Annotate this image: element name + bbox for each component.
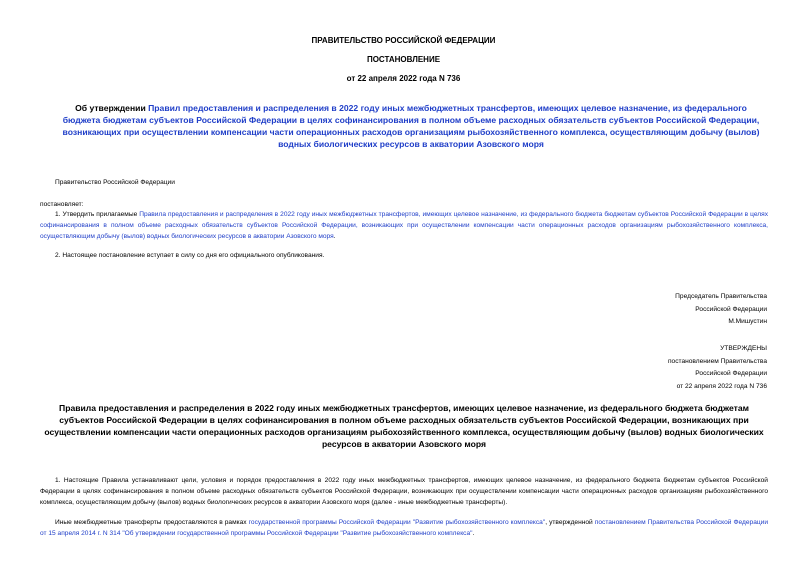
approval-heading: УТВЕРЖДЕНЫ — [720, 345, 767, 352]
item-1-link[interactable]: Правила предоставления и распределения в 2022 году иных межбюджетных трансфертов, имеющих целевое назначение, из федерального бюджета бюджетам субъектов Российской Федерации в целях софинансирования в полном объеме расходных обязательств субъектов Российской Федерации, возникающих при осуществлении компенсации части операционных расходов организациям рыбохозяйственного комплекса, осуществляющим добычу (вылов) водных биологических ресурсов в акватории Азовского моря — [40, 211, 768, 240]
signature-name: М.Мишустин — [728, 318, 767, 325]
resolution-314-link[interactable]: постановлением Правительства Российской Федерации от 15 апреля 2014 г. N 314 "Об утверждении государственной программы Российской Федерации "Развитие рыбохозяйственного комплекса" — [40, 519, 769, 537]
item-1-suffix: . — [333, 233, 336, 240]
p2-text-c: . — [472, 530, 475, 537]
signature-position: Председатель Правительства — [675, 293, 767, 300]
title-link[interactable]: Правил предоставления и распределения в 2022 году иных межбюджетных трансфертов, имеющих целевое назначение, из федерального бюджета бюджетам субъектов Российской Федерации в целях софинансирования в полном объеме расходных обязательств субъектов Российской Федерации, возникающих при осуществлении компенсации части операционных расходов организациям рыбохозяйственного комплекса, осуществляющим добычу (вылов) водных биологических ресурсов в акватории Азовского моря — [62, 103, 760, 149]
title-prefix: Об утверждении — [75, 103, 149, 113]
item-2: 2. Настоящее постановление вступает в силу со дня его официального опубликования. — [55, 252, 325, 259]
approval-block — [668, 343, 767, 393]
approval-resolution: постановлением Правительства — [667, 357, 767, 365]
approval-date: от 22 апреля 2022 года N 736 — [676, 382, 767, 390]
rules-paragraph-2 — [40, 517, 768, 539]
document-type: ПОСТАНОВЛЕНИЕ — [366, 55, 441, 64]
state-program-link[interactable]: государственной программы Российской Федерации "Развитие рыбохозяйственного комплекса" — [248, 519, 546, 526]
rules-title: Правила предоставления и распределения в 2022 году иных межбюджетных трансфертов, имеющих целевое назначение, из федерального бюджета бюджетам субъектов Российской Федерации в целях софинансирования в полном объеме расходных обязательств субъектов Российской Федерации, возникающих при осуществлении компенсации части операционных расходов организациям рыбохозяйственного комплекса, осуществляющим добычу (вылов) водных биологических ресурсов в акватории Азовского моря — [44, 403, 764, 449]
government-line: Правительство Российской Федерации — [55, 179, 175, 186]
document-date-number: от 22 апреля 2022 года N 736 — [346, 74, 461, 83]
p2-text-b: , утвержденной — [545, 519, 595, 526]
rules-paragraph-1: 1. Настоящие Правила устанавливают цели, условия и порядок предоставления в 2022 году иных межбюджетных трансфертов, имеющих целевое назначение, из федерального бюджета бюджетам субъектов Российской Федерации в целях софинансирования в полном объеме расходных обязательств субъектов Российской Федерации, возникающих при осуществлении компенсации части операционных расходов организациям рыбохозяйственного комплекса, осуществляющим добычу (вылов) водных биологических ресурсов в акватории Азовского моря (далее - иные межбюджетные трансферты). — [40, 477, 768, 506]
p2-text-a: Иные межбюджетные трансферты предоставляются в рамках — [55, 519, 249, 526]
issuing-authority: ПРАВИТЕЛЬСТВО РОССИЙСКОЙ ФЕДЕРАЦИИ — [311, 36, 496, 45]
decides-line: постановляет: — [40, 201, 84, 208]
item-1-prefix: 1. Утвердить прилагаемые — [55, 211, 140, 218]
signature-country: Российской Федерации — [695, 305, 767, 313]
signature-block — [675, 291, 767, 329]
document-title — [56, 102, 766, 150]
item-1 — [40, 209, 768, 242]
approval-country: Российской Федерации — [695, 370, 767, 377]
